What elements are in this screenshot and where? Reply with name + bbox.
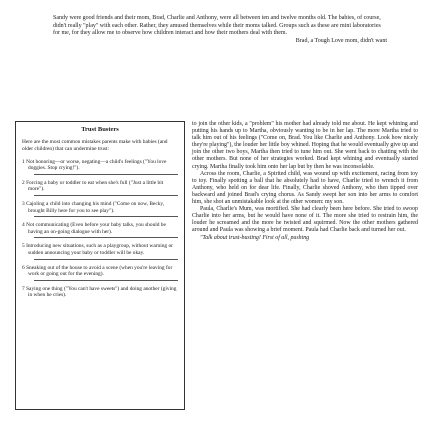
item-text: Sneaking out of the house to avoid a scene (when you're leaving for work or going out for the evening). xyxy=(26,264,173,278)
intro-text-block xyxy=(53,15,387,45)
trust-buster-item xyxy=(22,286,178,299)
divider xyxy=(34,259,178,260)
sidebar-hook: Here are the most common mistakes parents make with babies (and older children) that can undermine trust: xyxy=(22,139,168,152)
intro-continuation: Brad, a Tough Love mom, didn't want xyxy=(295,37,387,44)
intro-paragraph: Sandy were good friends and their mom, Brad, Charlie and Anthony, were all between ten and twelve months old. The babies, of course, didn't really "play" with each other. Rather, they amused themselves while their moms talked. Groups such as these are mini laboratories for me, for they allow me to observe how children interact and how their mothers deal with them. xyxy=(53,15,381,37)
trust-buster-item xyxy=(22,265,178,281)
story-paragraph: "Talk about trust-busting! First of all, pushing xyxy=(200,234,310,241)
item-number: 1 xyxy=(22,158,25,165)
trust-busters-sidebar xyxy=(15,121,185,410)
divider xyxy=(34,237,178,238)
divider xyxy=(34,174,178,175)
trust-buster-item xyxy=(22,159,178,175)
item-number: 3 xyxy=(22,200,25,207)
item-text: Forcing a baby or toddler to eat when she's full ("Just a little bit more"). xyxy=(26,179,164,193)
trust-buster-item xyxy=(22,243,178,259)
item-text: Introducing new situations, such as a playgroup, without warning or sudden announcing your baby or toddler will be okay. xyxy=(26,243,173,256)
item-text: Cajoling a child into changing his mind ("Come on now, Becky, brought Billy here for you to see play"). xyxy=(26,200,165,214)
divider xyxy=(34,216,178,217)
trust-buster-item xyxy=(22,201,178,217)
divider xyxy=(34,195,178,196)
story-paragraph: to join the other kids, a "problem" his mother had already told me about. He kept whining and putting his hands up to Martha, obviously wanting to be in her lap. The more Martha tried to talk him out of his feelings ("Come on, Brad. You like Charlie and Anthony. Look how nicely they're playing"), the louder her little boy whined. Hoping that he would eventually give up and join the other two boys, Martha then tried to tune him out. She went back to chatting with the other mothers. But none of her strategies worked. Brad kept whining and eventually started crying. Martha finally took him onto her lap but by then he was inconsolable. xyxy=(192,121,418,170)
story-column xyxy=(192,121,418,242)
item-text: Not honoring—or worse, negating—a child's feelings ("You love doggies. Stop crying!"). xyxy=(26,158,167,172)
trust-busters-list xyxy=(22,159,178,299)
story-paragraph: Across the room, Charlie, a Spirited child, was wound up with excitement, racing from toy to toy. Finally spotting a ball that he absolutely had to have, Charlie tried to wrench it from Anthony, who held on for dear life. Finally, Charlie shoved Anthony, who then tipped over backward and joined Brad's crying chorus. As Sandy swept her son into her arms to comfort him, she shot an unmistakable look at the other women: my son. xyxy=(192,170,418,206)
item-number: 5 xyxy=(22,243,25,250)
item-number: 6 xyxy=(22,264,25,271)
item-number: 2 xyxy=(22,179,25,186)
trust-buster-item xyxy=(22,222,178,238)
item-number: 4 xyxy=(22,222,25,229)
trust-buster-item xyxy=(22,180,178,196)
item-text: Saying one thing ("You can't have sweets") and doing another (giving in when he cries). xyxy=(26,285,177,299)
story-paragraph: Paula, Charlie's Mum, was mortified. She had clearly been here before. She tried to swoop Charlie into her arms, but he would have none of it. The more she tried to restrain him, the louder he screamed and the more he twisted and squirmed. Now the other mothers gathered around and Paula was showing a brief moment. Paula had Charlie back and turned her out. xyxy=(192,206,418,234)
sidebar-title: Trust Busters xyxy=(81,126,119,133)
item-number: 7 xyxy=(22,285,25,292)
divider xyxy=(34,280,178,281)
item-text: Not communicating (Even before your baby talks, you should be having an on-going dialogue with her). xyxy=(26,222,166,235)
